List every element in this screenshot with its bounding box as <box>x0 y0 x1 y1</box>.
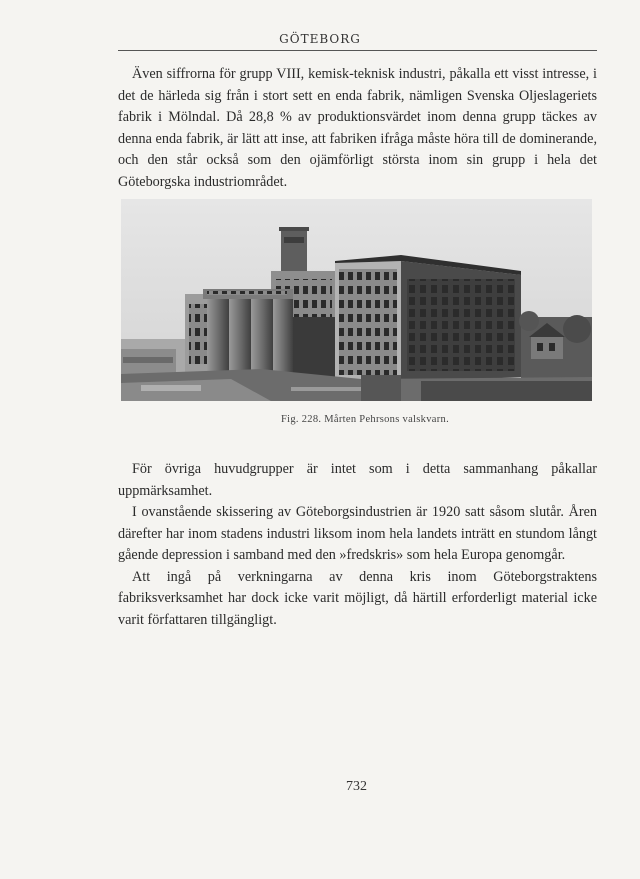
body-text-top <box>118 64 597 193</box>
running-head: GÖTEBORG <box>279 32 361 46</box>
page-number: 732 <box>346 779 367 794</box>
paragraph: Att ingå på verkningarna av denna kris inom Göteborgstraktens fabriksverksamhet har dock icke varit möjligt, då härtill erforderligt material icke varit författaren tillgängligt. <box>118 568 597 628</box>
body-text-bottom <box>118 459 597 631</box>
figure-caption: Fig. 228. Mårten Pehrsons valskvarn. <box>281 414 449 425</box>
header-rule <box>118 50 597 51</box>
factory-photograph <box>121 199 592 401</box>
paragraph: Även siffrorna för grupp VIII, kemisk-teknisk industri, påkalla ett visst intresse, i det de härleda sig från i stort sett en enda fabrik, nämligen Svenska Oljeslageriets fabrik i Mölndal. Då 28,8 % av produktionsvärdet inom denna grupp täckes av denna enda fabrik, är lätt att inse, att fabriken ifråga måste höra till de dominerande, och den står också som den ojämförligt största inom sin grupp i hela det Göteborgska industriområdet. <box>118 66 597 190</box>
paragraph: I ovanstående skissering av Göteborgsindustrien är 1920 satt såsom slutår. Åren därefter har inom stadens industri liksom inom hela landets inträtt en stundom långt gående depression i samband med den »fredskris» som hela Europa genomgår. <box>118 504 597 563</box>
paragraph: För övriga huvudgrupper är intet som i detta sammanhang påkallar uppmärksamhet. <box>118 461 597 499</box>
